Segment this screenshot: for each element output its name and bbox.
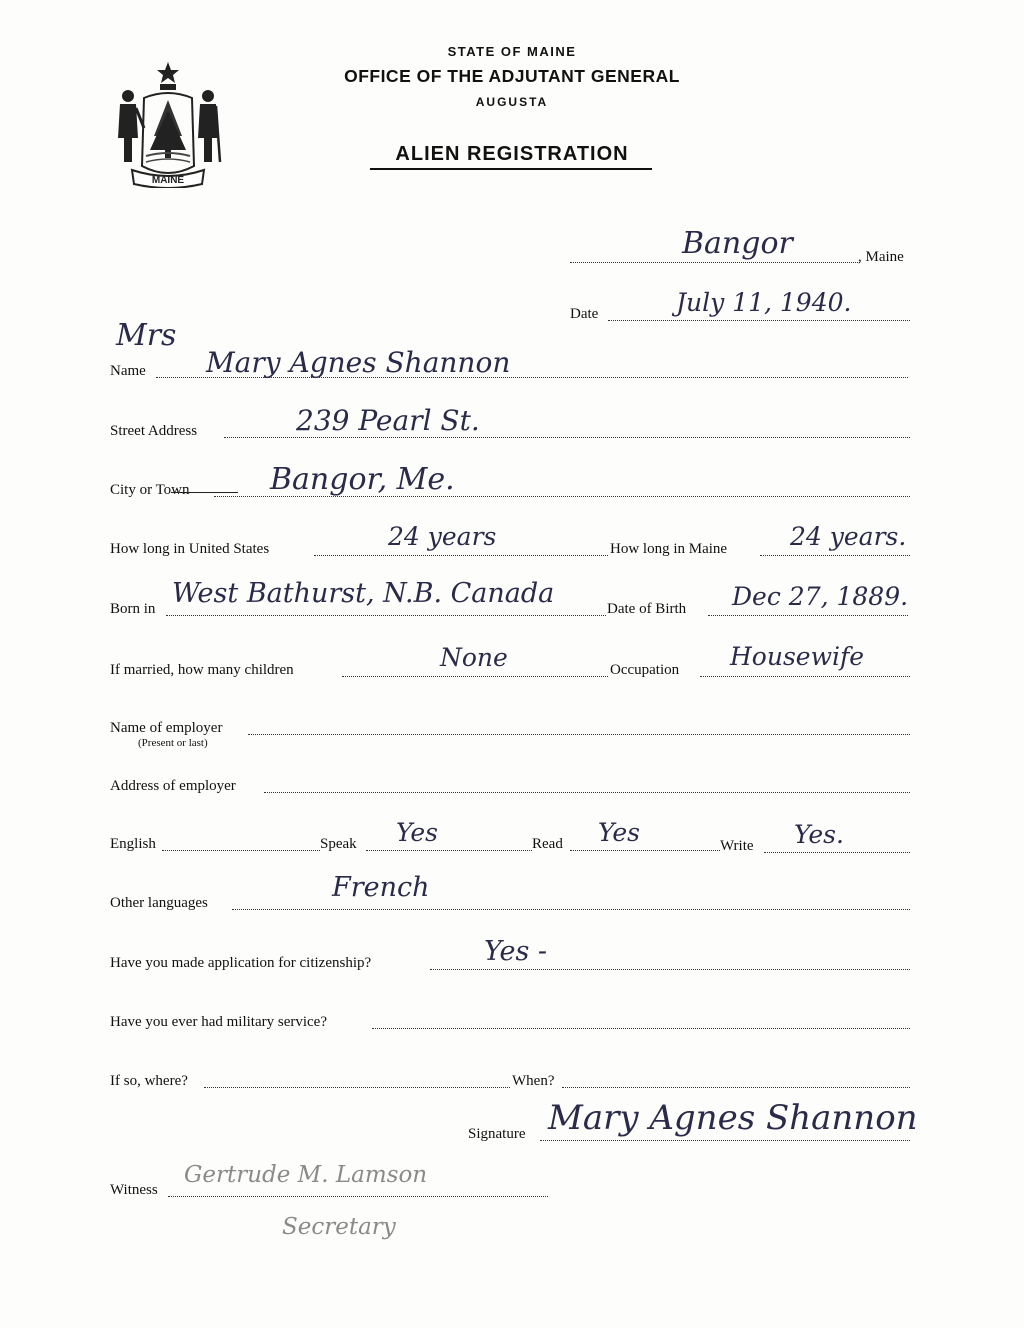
when-label: When?	[512, 1073, 555, 1089]
how-long-us-answer: 24 years	[388, 522, 497, 551]
read-label: Read	[532, 836, 563, 852]
state-heading: STATE OF MAINE	[447, 44, 577, 59]
read-line	[570, 850, 720, 851]
name-label: Name	[110, 363, 146, 379]
born-answer: West Bathurst, N.B. Canada	[172, 578, 555, 609]
name-answer: Mary Agnes Shannon	[206, 346, 511, 379]
place-line	[570, 262, 860, 263]
citizenship-answer: Yes -	[484, 936, 548, 967]
how-long-us-line	[314, 555, 608, 556]
speak-label: Speak	[320, 836, 357, 852]
dob-label: Date of Birth	[607, 601, 687, 617]
street-answer: 239 Pearl St.	[296, 404, 480, 437]
born-line	[166, 615, 606, 616]
dob-line	[708, 615, 908, 616]
employer-sublabel: (Present or last)	[138, 737, 208, 749]
where-label: If so, where?	[110, 1073, 188, 1089]
when-line	[562, 1087, 910, 1088]
signature-label: Signature	[468, 1126, 526, 1142]
witness-label: Witness	[110, 1182, 158, 1198]
date-label: Date	[570, 306, 599, 322]
other-languages-label: Other languages	[110, 895, 208, 911]
city-label-strikethrough	[171, 492, 238, 493]
military-line	[372, 1028, 910, 1029]
dob-answer: Dec 27, 1889.	[732, 582, 909, 611]
citizenship-label: Have you made application for citizenship?	[110, 955, 372, 971]
date-line	[608, 320, 910, 321]
place-answer: Bangor	[682, 226, 793, 261]
city-answer: Bangor, Me.	[270, 462, 455, 497]
born-label: Born in	[110, 601, 156, 617]
witness-answer: Gertrude M. Lamson	[184, 1162, 428, 1188]
speak-line	[366, 850, 532, 851]
signature-line	[540, 1140, 910, 1141]
military-label: Have you ever had military service?	[110, 1014, 327, 1030]
employer-label: Name of employer	[110, 720, 223, 736]
signature-answer: Mary Agnes Shannon	[548, 1098, 918, 1138]
how-long-us-label: How long in United States	[110, 541, 270, 557]
seal-motto: MAINE	[151, 175, 185, 186]
children-line	[342, 676, 608, 677]
write-label: Write	[720, 838, 754, 854]
witness-line	[168, 1196, 548, 1197]
form-title: ALIEN REGISTRATION	[395, 143, 629, 165]
write-line	[764, 852, 910, 853]
employer-address-label: Address of employer	[110, 778, 236, 794]
citizenship-line	[430, 969, 910, 970]
occupation-answer: Housewife	[730, 642, 865, 671]
occupation-line	[700, 676, 910, 677]
how-long-maine-label: How long in Maine	[610, 541, 728, 557]
other-languages-answer: French	[332, 872, 430, 903]
place-suffix-label: , Maine	[858, 249, 904, 265]
other-languages-line	[232, 909, 910, 910]
how-long-maine-line	[760, 555, 910, 556]
street-label: Street Address	[110, 423, 198, 439]
street-line	[224, 437, 910, 438]
city-heading: AUGUSTA	[475, 95, 549, 109]
read-answer: Yes	[598, 818, 640, 847]
english-label: English	[110, 836, 156, 852]
date-answer: July 11, 1940.	[676, 288, 852, 317]
speak-answer: Yes	[396, 818, 438, 847]
where-line	[204, 1087, 510, 1088]
title-underline	[370, 168, 652, 170]
employer-address-line	[264, 792, 910, 793]
write-answer: Yes.	[794, 820, 844, 849]
english-line	[162, 850, 320, 851]
witness-title-answer: Secretary	[282, 1214, 396, 1240]
title-answer: Mrs	[116, 318, 177, 353]
employer-line	[248, 734, 910, 735]
children-answer: None	[440, 643, 508, 672]
occupation-label: Occupation	[610, 662, 680, 678]
how-long-maine-answer: 24 years.	[790, 522, 907, 551]
office-heading: OFFICE OF THE ADJUTANT GENERAL	[344, 66, 680, 86]
children-label: If married, how many children	[110, 662, 294, 678]
city-label: City or Town	[110, 482, 190, 498]
